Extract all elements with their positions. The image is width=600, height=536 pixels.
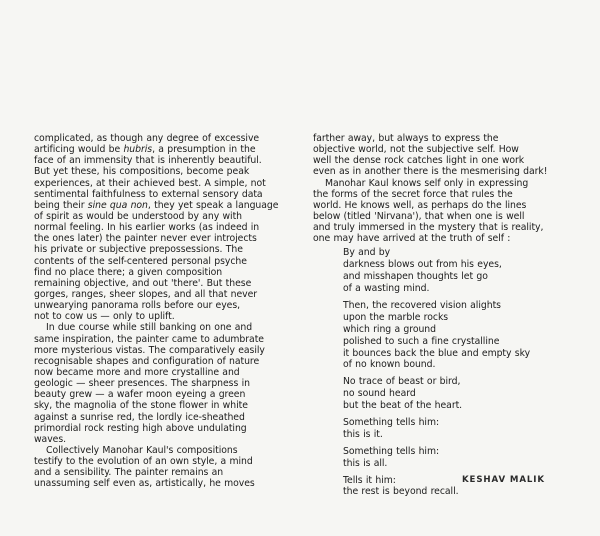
poem-line: which ring a ground: [343, 323, 436, 335]
text-line: beauty grew — a wafer moon eyeing a green: [34, 389, 246, 401]
poem-line: the rest is beyond recall.: [343, 486, 459, 498]
text-line: of spirit as would be understood by any with: [34, 210, 243, 222]
poem-line: it bounces back the blue and empty sky: [343, 347, 531, 359]
text-line: primordial rock resting high above undulating: [34, 422, 247, 434]
poem-line: of no known bound.: [343, 359, 436, 371]
text-line: even as in another there is the mesmerising dark!: [313, 166, 548, 178]
text-line: the forms of the secret force that rules the: [313, 188, 513, 200]
text-line: remaining objective, and out 'there'. But these: [34, 277, 252, 289]
poem-line: Then, the recovered vision alights: [343, 299, 501, 311]
poem-line: polished to such a fine crystalline: [343, 335, 500, 347]
text-line: gorges, ranges, sheer slopes, and all that never: [34, 288, 258, 300]
text-line: sentimental faithfulness to external sensory data: [34, 188, 263, 200]
text-line: In due course while still banking on one and: [46, 322, 253, 334]
text-line: not to cow us — only to uplift.: [34, 311, 175, 323]
text-line: against a sunrise red, the lordly ice-sheathed: [34, 411, 245, 423]
text-line: unassuming self even as, artistically, he moves: [34, 478, 255, 490]
text-line: But yet these, his compositions, become peak: [34, 166, 250, 178]
text-line: geologic — sheer presences. The sharpness in: [34, 378, 250, 390]
poem-line: of a wasting mind.: [343, 283, 430, 295]
poem-line: No trace of beast or bird,: [343, 376, 461, 388]
text-line: farther away, but always to express the: [313, 133, 499, 144]
poem-line: darkness blows out from his eyes,: [343, 259, 502, 271]
poem-line: upon the marble rocks: [343, 311, 449, 323]
poem-nirvana: [343, 247, 575, 498]
poem-line: this is all.: [343, 457, 388, 469]
poem-line: and misshapen thoughts let go: [343, 271, 488, 283]
text-line: more mysterious vistas. The comparatively easily: [34, 344, 265, 356]
text-line: unwearying panorama rolls before our eyes,: [34, 300, 241, 312]
text-line: Collectively Manohar Kaul's compositions: [46, 444, 238, 456]
left-text-column: [34, 133, 298, 490]
poem-line: this is it.: [343, 428, 383, 440]
text-line: sky, the magnolia of the stone flower in white: [34, 400, 248, 412]
text-line: normal feeling. In his earlier works (as indeed in: [34, 222, 260, 234]
text-line: same inspiration, the painter came to adumbrate: [34, 333, 264, 345]
text-line: Manohar Kaul knows self only in expressing: [325, 177, 529, 189]
text-line: being their sine qua non, they yet speak a language: [34, 199, 279, 211]
author-signature: KESHAV MALIK: [462, 475, 545, 485]
poem-line: Something tells him:: [343, 445, 440, 457]
text-line: and truly immersed in the mystery that is reality,: [313, 222, 544, 234]
text-line: experiences, at their achieved best. A simple, not: [34, 177, 266, 189]
poem-line: but the beat of the heart.: [343, 400, 463, 412]
text-line: artificing would be hubris, a presumption in the: [34, 144, 256, 156]
poem-line: By and by: [343, 247, 391, 259]
text-line: complicated, as though any degree of excessive: [34, 133, 260, 144]
text-line: find no place there; a given composition: [34, 266, 223, 278]
text-line: his private or subjective prepossessions. The: [34, 244, 243, 256]
right-text-column: [313, 133, 575, 498]
text-line: the ones later) the painter never ever introjects: [34, 233, 257, 245]
text-line: objective world, not the subjective self. How: [313, 144, 519, 156]
text-line: testify to the evolution of an own style, a mind: [34, 456, 253, 468]
text-line: and a sensibility. The painter remains an: [34, 467, 224, 479]
text-line: now became more and more crystalline and: [34, 366, 240, 378]
text-line: world. He knows well, as perhaps do the lines: [313, 199, 527, 211]
text-line: face of an immensity that is inherently beautiful.: [34, 155, 262, 167]
poem-line: Something tells him:: [343, 416, 440, 428]
poem-line: Tells it him:: [343, 474, 396, 486]
text-line: recognisable shapes and configuration of nature: [34, 355, 260, 367]
text-line: below (titled 'Nirvana'), that when one is well: [313, 210, 525, 222]
text-line: well the dense rock catches light in one work: [313, 155, 525, 167]
text-line: waves.: [34, 433, 67, 445]
text-line: one may have arrived at the truth of self :: [313, 233, 511, 245]
right-prose: [313, 133, 575, 244]
text-line: contents of the self-centered personal psyche: [34, 255, 247, 267]
poem-line: no sound heard: [343, 388, 416, 400]
